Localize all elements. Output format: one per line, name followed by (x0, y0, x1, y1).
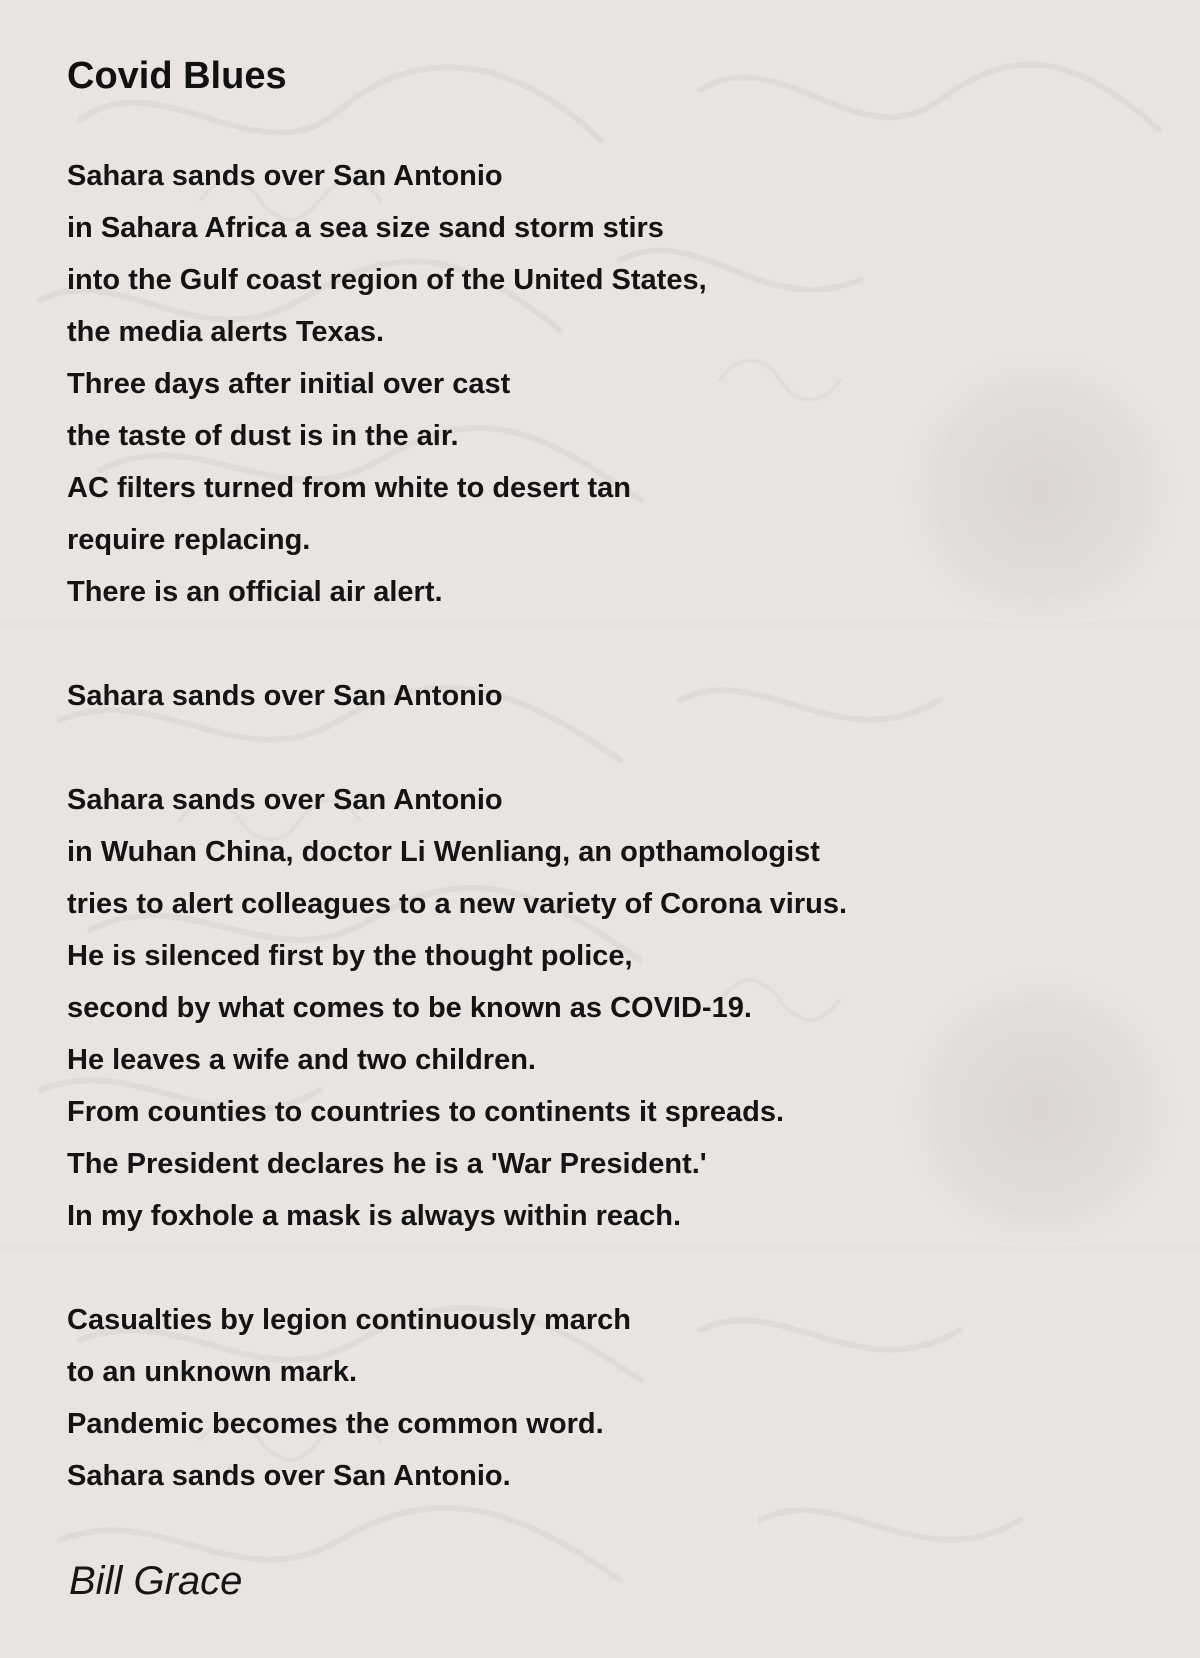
poem-line: in Wuhan China, doctor Li Wenliang, an opthamologist (67, 836, 820, 868)
poem-line: Sahara sands over San Antonio (67, 160, 503, 192)
poem-line: There is an official air alert. (67, 576, 443, 608)
poem-line: Pandemic becomes the common word. (67, 1408, 604, 1440)
poem-line: Sahara sands over San Antonio (67, 784, 503, 816)
poem-line: He is silenced first by the thought police, (67, 940, 633, 972)
poem-line: tries to alert colleagues to a new variety of Corona virus. (67, 888, 848, 920)
poem-line: Three days after initial over cast (67, 368, 511, 400)
poem-line: From counties to countries to continents it spreads. (67, 1096, 785, 1128)
poem-line: In my foxhole a mask is always within reach. (67, 1200, 682, 1232)
poem-line: the taste of dust is in the air. (67, 420, 459, 452)
poem-line: into the Gulf coast region of the United States, (67, 264, 707, 296)
poem-line: require replacing. (67, 524, 311, 556)
stanza-break (67, 618, 847, 670)
poem-line: the media alerts Texas. (67, 316, 385, 348)
stanza-break (67, 722, 847, 774)
poem-line: Sahara sands over San Antonio. (67, 1460, 511, 1492)
poem-author: Bill Grace (69, 1559, 243, 1603)
poem-line: Sahara sands over San Antonio (67, 680, 503, 712)
poem-title: Covid Blues (67, 55, 287, 97)
poem-line: The President declares he is a 'War President.' (67, 1148, 707, 1180)
poem-line: He leaves a wife and two children. (67, 1044, 536, 1076)
poem-line: second by what comes to be known as COVID-19. (67, 992, 752, 1024)
poem-line: AC filters turned from white to desert tan (67, 472, 631, 504)
stanza-break (67, 1242, 847, 1294)
poem-line: in Sahara Africa a sea size sand storm stirs (67, 212, 664, 244)
poem-line: Casualties by legion continuously march (67, 1304, 632, 1336)
poem-body (67, 150, 847, 1502)
poem-line: to an unknown mark. (67, 1356, 358, 1388)
